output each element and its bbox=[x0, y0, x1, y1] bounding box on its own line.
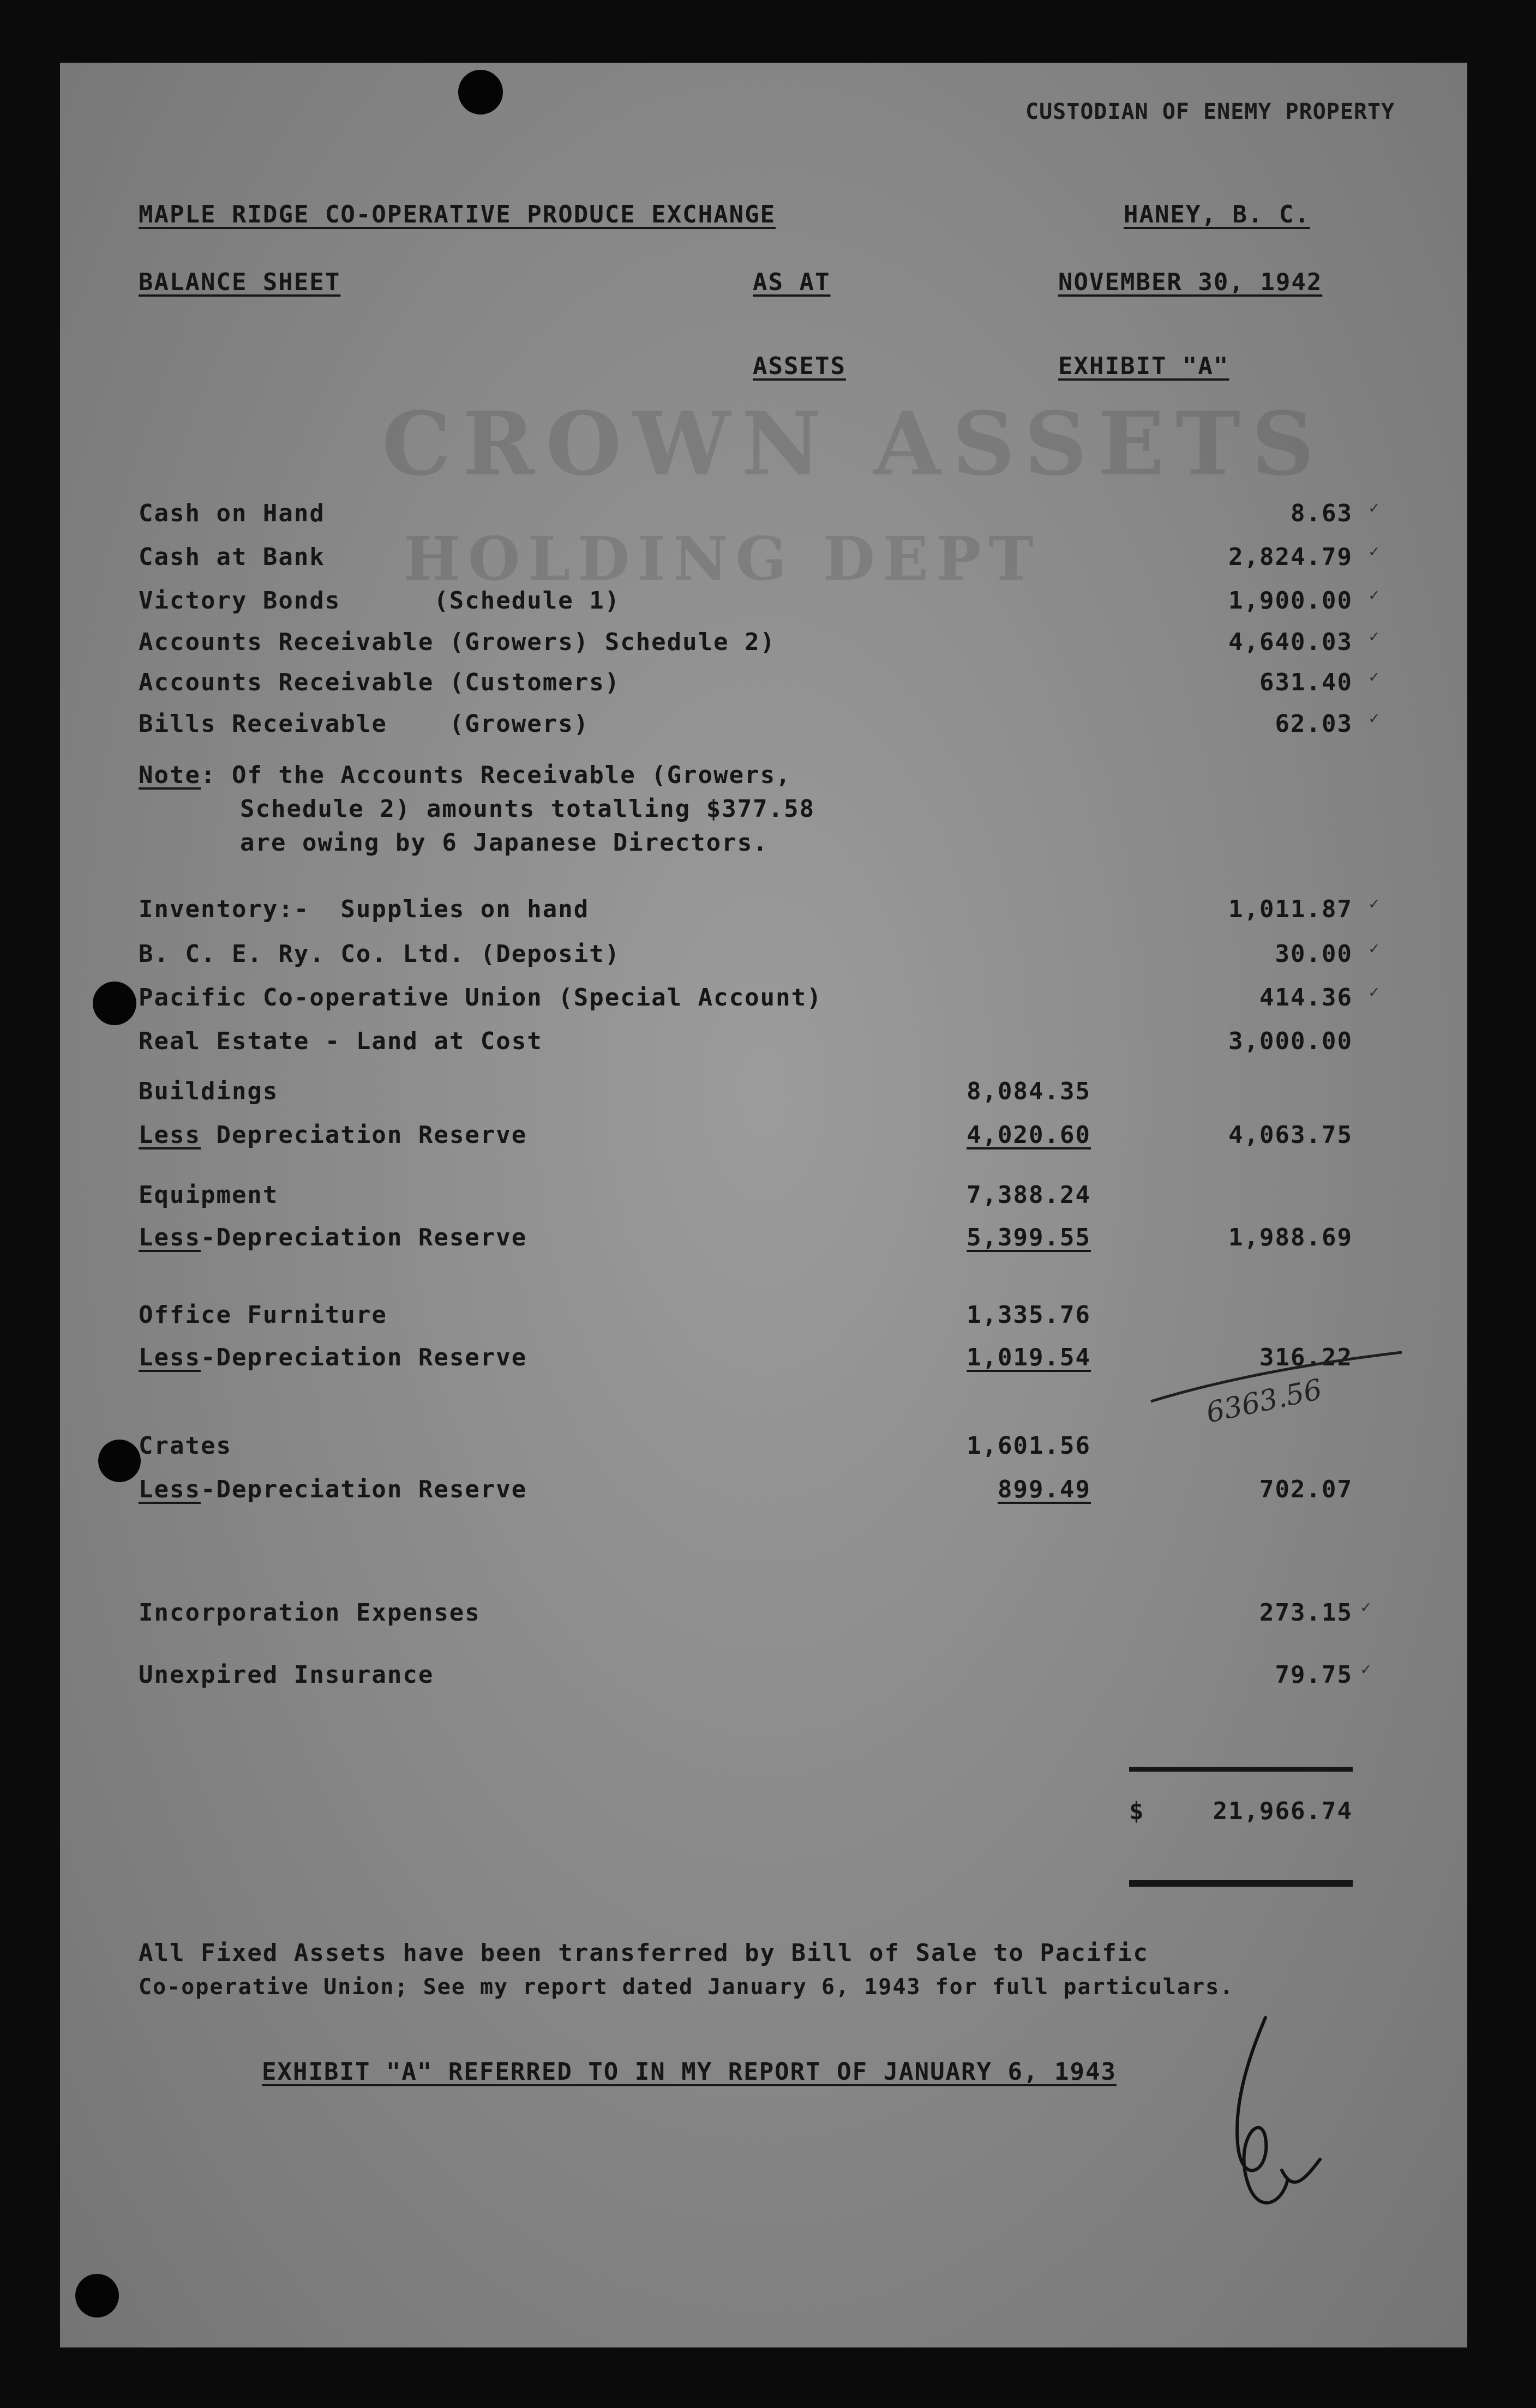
fixed-asset-net: 4,063.75 bbox=[1228, 1121, 1353, 1149]
less-label: Less bbox=[139, 1121, 201, 1149]
asset-amount: 2,824.79 bbox=[1228, 543, 1353, 571]
depreciation-line bbox=[139, 1123, 527, 1147]
asset-label: Bills Receivable (Growers) bbox=[139, 710, 590, 738]
fixed-asset-cost: 1,601.56 bbox=[967, 1432, 1091, 1460]
asset-label: Accounts Receivable (Growers) Schedule 2) bbox=[139, 628, 776, 656]
company-name: MAPLE RIDGE CO-OPERATIVE PRODUCE EXCHANGE bbox=[139, 201, 776, 228]
asset-amount: 414.36 bbox=[1259, 984, 1353, 1012]
fixed-asset-net: 316.22 bbox=[1259, 1344, 1353, 1371]
depreciation-line bbox=[139, 1478, 527, 1502]
fixed-asset-label: Buildings bbox=[139, 1077, 279, 1105]
footer-text: Co-operative Union; See my report dated January 6, 1943 for full particulars. bbox=[139, 1974, 1234, 2000]
asset-amount: 273.15 bbox=[1259, 1599, 1353, 1627]
note-line: are owing by 6 Japanese Directors. bbox=[240, 829, 769, 857]
fixed-asset-net: 702.07 bbox=[1259, 1476, 1353, 1503]
asset-amount: 4,640.03 bbox=[1228, 628, 1353, 656]
check-mark: ✓ bbox=[1369, 542, 1379, 561]
fixed-asset-cost: 8,084.35 bbox=[967, 1077, 1091, 1105]
fixed-asset-label: Crates bbox=[139, 1432, 232, 1460]
currency-symbol: $ bbox=[1129, 1797, 1145, 1825]
bleed-through-text: HOLDING DEPT bbox=[404, 523, 1041, 594]
signature-stroke bbox=[1237, 2018, 1320, 2203]
asset-label: Cash at Bank bbox=[139, 543, 325, 571]
asset-amount: 1,900.00 bbox=[1228, 587, 1353, 615]
check-mark: ✓ bbox=[1369, 586, 1379, 605]
exhibit-reference: EXHIBIT "A" REFERRED TO IN MY REPORT OF JANUARY 6, 1943 bbox=[262, 2058, 1117, 2086]
check-mark: ✓ bbox=[1369, 939, 1379, 958]
document-title: BALANCE SHEET bbox=[139, 268, 341, 296]
check-mark: ✓ bbox=[1369, 894, 1379, 913]
footer-text: All Fixed Assets have been transferred by Bill of Sale to Pacific bbox=[139, 1939, 1149, 1967]
asset-label: Incorporation Expenses bbox=[139, 1599, 481, 1627]
fixed-asset-cost: 1,335.76 bbox=[967, 1301, 1091, 1329]
depreciation-reserve: 899.49 bbox=[998, 1476, 1091, 1503]
check-mark: ✓ bbox=[1369, 498, 1379, 517]
note-label: Note bbox=[139, 761, 201, 789]
note-line: Schedule 2) amounts totalling $377.58 bbox=[240, 795, 815, 823]
punch-hole bbox=[458, 70, 503, 115]
asset-label: Unexpired Insurance bbox=[139, 1661, 434, 1689]
depreciation-label: Depreciation Reserve bbox=[200, 1121, 527, 1149]
signature bbox=[1200, 2007, 1342, 2236]
depreciation-line bbox=[139, 1226, 527, 1250]
note-text: : Of the Accounts Receivable (Growers, bbox=[200, 761, 791, 789]
depreciation-reserve: 1,019.54 bbox=[967, 1344, 1091, 1371]
depreciation-label: -Depreciation Reserve bbox=[200, 1344, 527, 1371]
asset-label: Pacific Co-operative Union (Special Account) bbox=[139, 984, 823, 1012]
fixed-asset-cost: 7,388.24 bbox=[967, 1181, 1091, 1209]
check-mark: ✓ bbox=[1361, 1660, 1371, 1679]
check-mark: ✓ bbox=[1369, 983, 1379, 1002]
assets-heading: ASSETS bbox=[753, 352, 846, 380]
asset-amount: 79.75 bbox=[1275, 1661, 1353, 1689]
depreciation-reserve: 4,020.60 bbox=[967, 1121, 1091, 1149]
punch-hole bbox=[93, 982, 136, 1025]
fixed-asset-net: 1,988.69 bbox=[1228, 1224, 1353, 1251]
bleed-through-text: CROWN ASSETS bbox=[382, 393, 1325, 495]
depreciation-line bbox=[139, 1346, 527, 1370]
as-at-label: AS AT bbox=[753, 268, 831, 296]
asset-amount: 631.40 bbox=[1259, 669, 1353, 696]
asset-amount: 62.03 bbox=[1275, 710, 1353, 738]
asset-label: Accounts Receivable (Customers) bbox=[139, 669, 621, 696]
less-label: Less bbox=[139, 1344, 201, 1371]
less-label: Less bbox=[139, 1476, 201, 1503]
custodian-stamp: CUSTODIAN OF ENEMY PROPERTY bbox=[1025, 99, 1395, 124]
less-label: Less bbox=[139, 1224, 201, 1251]
fixed-asset-label: Equipment bbox=[139, 1181, 279, 1209]
asset-amount: 30.00 bbox=[1275, 940, 1353, 968]
check-mark: ✓ bbox=[1369, 667, 1379, 687]
asset-label: Inventory:- Supplies on hand bbox=[139, 895, 590, 923]
total-amount: 21,966.74 bbox=[1213, 1797, 1353, 1825]
asset-amount: 8.63 bbox=[1291, 499, 1353, 527]
asset-label: Real Estate - Land at Cost bbox=[139, 1027, 543, 1055]
depreciation-label: -Depreciation Reserve bbox=[200, 1476, 527, 1503]
note-line bbox=[139, 763, 791, 787]
total-rule-top bbox=[1129, 1767, 1353, 1772]
handwritten-note: 6363.56 bbox=[1203, 1373, 1325, 1430]
location: HANEY, B. C. bbox=[1124, 201, 1310, 228]
asset-label: Victory Bonds (Schedule 1) bbox=[139, 587, 621, 615]
check-mark: ✓ bbox=[1369, 709, 1379, 728]
exhibit-label: EXHIBIT "A" bbox=[1058, 352, 1229, 380]
depreciation-label: -Depreciation Reserve bbox=[200, 1224, 527, 1251]
check-mark: ✓ bbox=[1369, 627, 1379, 646]
asset-amount: 3,000.00 bbox=[1228, 1027, 1353, 1055]
check-mark: ✓ bbox=[1361, 1598, 1371, 1617]
fixed-asset-label: Office Furniture bbox=[139, 1301, 387, 1329]
balance-date: NOVEMBER 30, 1942 bbox=[1058, 268, 1323, 296]
asset-label: Cash on Hand bbox=[139, 499, 325, 527]
punch-hole bbox=[75, 2274, 119, 2317]
punch-hole bbox=[98, 1440, 141, 1482]
asset-amount: 1,011.87 bbox=[1228, 895, 1353, 923]
total-rule-bottom bbox=[1129, 1880, 1353, 1887]
asset-label: B. C. E. Ry. Co. Ltd. (Deposit) bbox=[139, 940, 621, 968]
depreciation-reserve: 5,399.55 bbox=[967, 1224, 1091, 1251]
